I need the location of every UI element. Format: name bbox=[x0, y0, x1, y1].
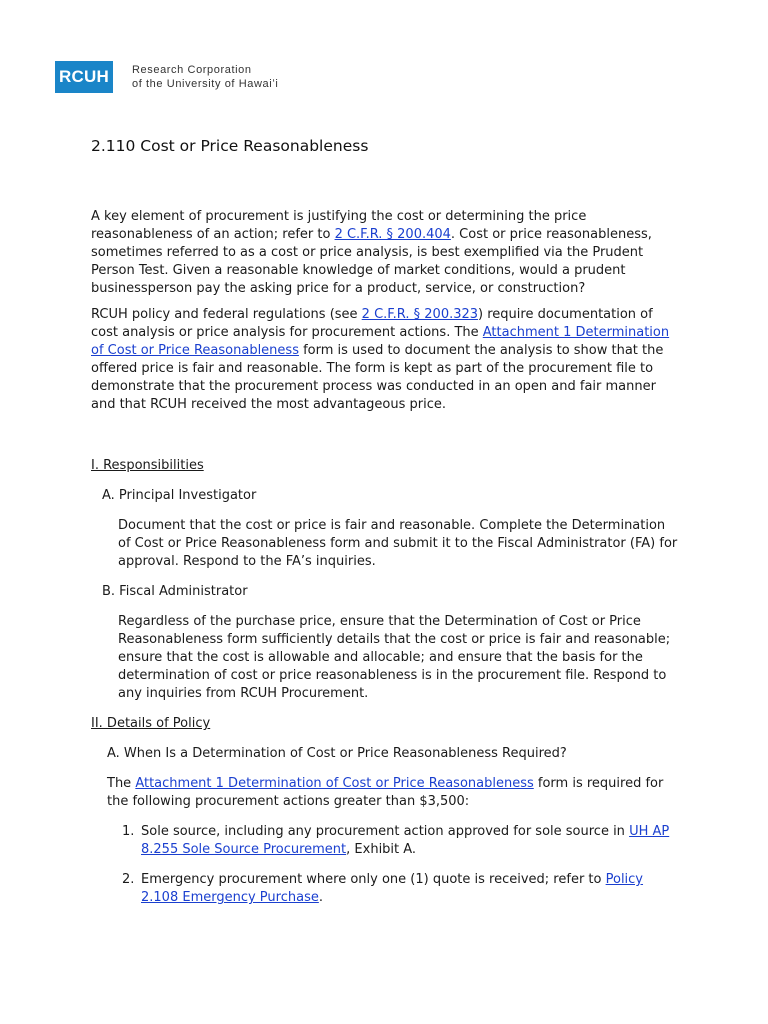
subheading-fiscal-administrator: B. Fiscal Administrator bbox=[102, 584, 248, 599]
intro-p2-text-a: RCUH policy and federal regulations (see bbox=[91, 307, 362, 322]
subheading-principal-investigator: A. Principal Investigator bbox=[102, 488, 257, 503]
section-heading-responsibilities: I. Responsibilities bbox=[91, 458, 204, 473]
intro-p1-text-b: . Cost or price reasonableness, sometimes referred to as a cost or price analysis, is best exemplified via the Prudent Person Test. Given a reasonable knowledge of market conditions, would a prudent businessperson pay the asking price for a product, service, or construction? bbox=[91, 227, 652, 296]
intro-paragraph-2 bbox=[91, 306, 681, 414]
cfr-200-404-link[interactable]: 2 C.F.R. § 200.404 bbox=[334, 227, 451, 242]
list-item-number: 2. bbox=[122, 872, 135, 887]
list-item-text-pre: Emergency procurement where only one (1) quote is received; refer to bbox=[141, 872, 606, 887]
intro-p1-text-a: A key element of procurement is justifying the cost or determining the price reasonableness of an action; refer to bbox=[91, 209, 587, 242]
attachment-1-link-2[interactable]: Attachment 1 Determination of Cost or Price Reasonableness bbox=[135, 776, 534, 791]
subheading-when-required: A. When Is a Determination of Cost or Price Reasonableness Required? bbox=[107, 746, 567, 761]
section-heading-details-of-policy: II. Details of Policy bbox=[91, 716, 211, 731]
rcuh-logo: RCUH bbox=[55, 61, 113, 93]
policy-2-108-link[interactable]: Policy 2.108 Emergency Purchase bbox=[141, 872, 644, 905]
page-title: 2.110 Cost or Price Reasonableness bbox=[91, 137, 369, 155]
procurement-actions-list bbox=[91, 823, 681, 907]
document-body bbox=[91, 208, 681, 907]
when-required-text-pre: The bbox=[107, 776, 136, 791]
org-line-1: Research Corporation bbox=[132, 64, 252, 76]
list-item bbox=[122, 823, 681, 859]
attachment-1-link[interactable]: Attachment 1 Determination of Cost or Price Reasonableness bbox=[91, 325, 670, 358]
fiscal-administrator-text: Regardless of the purchase price, ensure that the Determination of Cost or Price Reasonableness form sufficiently details that the cost or price is fair and reasonable; ensure that the cost is allowable and allocable; and ensure that the basis for the determination of cost or price reasonableness is in the procurement file. Respond to any inquiries from RCUH Procurement. bbox=[118, 614, 671, 701]
when-required-text-post: form is required for the following procurement actions greater than $3,500: bbox=[107, 776, 664, 809]
list-item-text-pre: Sole source, including any procurement action approved for sole source in bbox=[141, 824, 630, 839]
intro-paragraph-1 bbox=[91, 208, 681, 298]
when-required-text bbox=[107, 775, 681, 811]
uh-ap-8-255-link[interactable]: UH AP 8.255 Sole Source Procurement bbox=[141, 824, 670, 857]
letterhead bbox=[55, 61, 278, 93]
list-item bbox=[122, 871, 681, 907]
list-item-text-post: . bbox=[318, 890, 323, 905]
list-item-number: 1. bbox=[122, 824, 135, 839]
org-line-2: of the University of Hawaiʻi bbox=[132, 78, 279, 90]
intro-p2-text-b: ) require documentation of cost analysis or price analysis for procurement actions. The bbox=[91, 307, 653, 340]
principal-investigator-text: Document that the cost or price is fair and reasonable. Complete the Determination of Cost or Price Reasonableness form and submit it to the Fiscal Administrator (FA) for approval. Respond to the FA’s inquiries. bbox=[118, 518, 678, 569]
cfr-200-323-link[interactable]: 2 C.F.R. § 200.323 bbox=[361, 307, 479, 322]
list-item-text-post: , Exhibit A. bbox=[346, 842, 417, 857]
intro-p2-text-c: form is used to document the analysis to show that the offered price is fair and reasonable. The form is kept as part of the procurement file to demonstrate that the procurement process was conducted in an open and fair manner and that RCUH received the most advantageous price. bbox=[91, 343, 664, 412]
organization-name bbox=[132, 63, 278, 91]
